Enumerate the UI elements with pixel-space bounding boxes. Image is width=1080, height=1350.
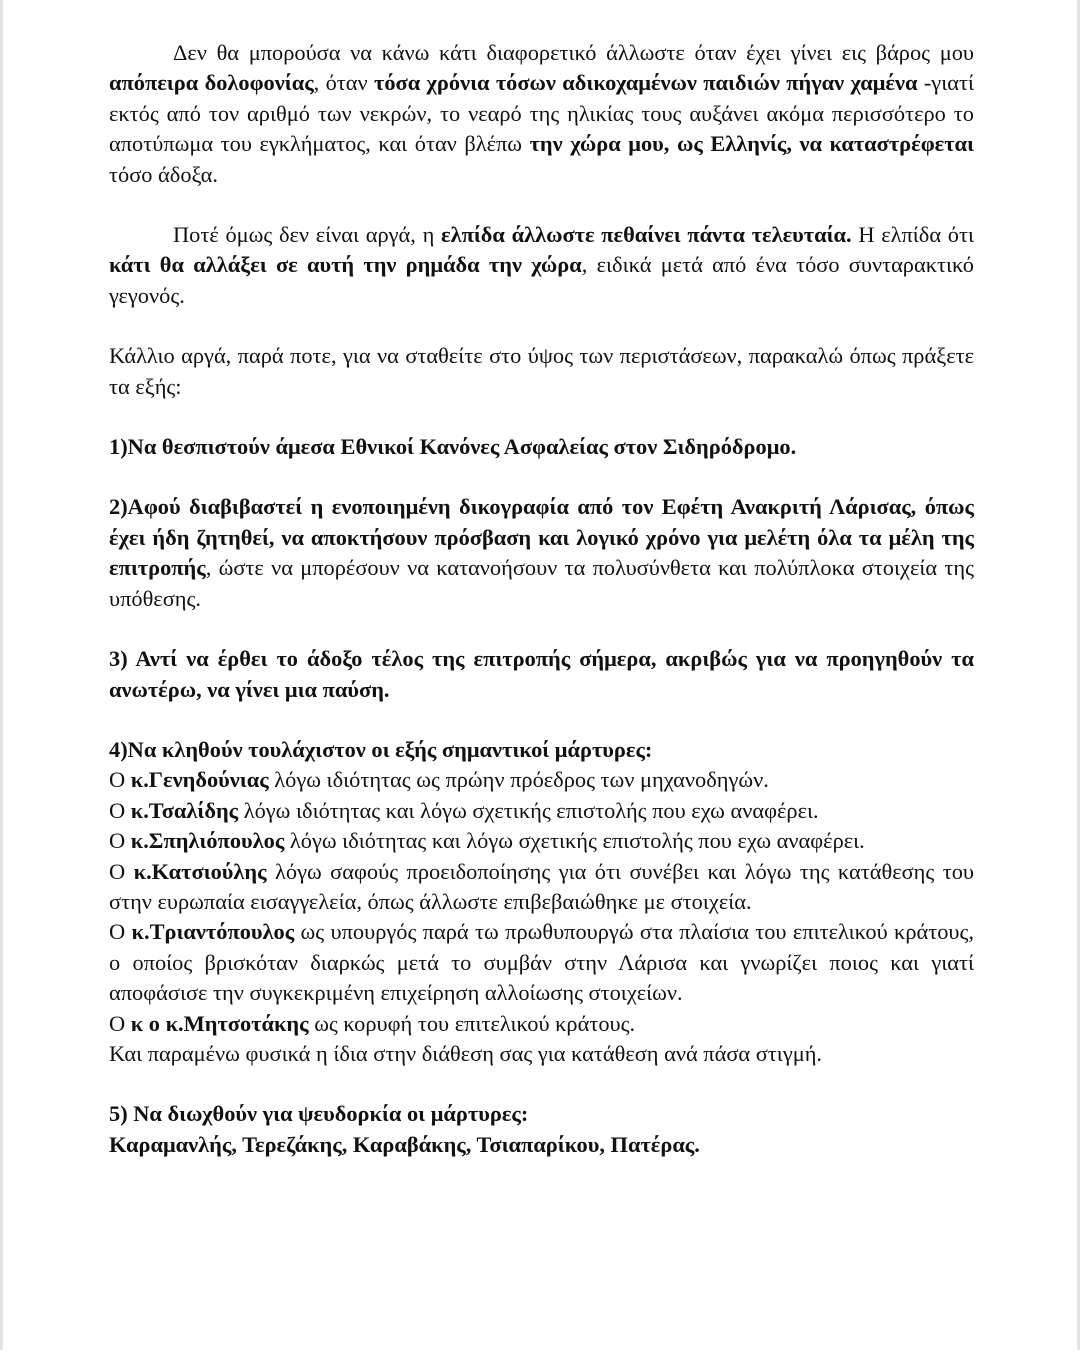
text: ως κορυφή του επιτελικού κράτους. (308, 1010, 636, 1036)
bold-text: Καραμανλής, Τερεζάκης, Καραβάκης, Τσιαπαρίκου, Πατέρας. (109, 1131, 700, 1157)
bold-text: κ.Σπηλιόπουλος (130, 828, 285, 854)
witness-line (109, 796, 974, 826)
paragraph-gap (109, 462, 974, 492)
text: , ειδικά μετά από ένα τόσο συνταρακτικό γεγονός. (109, 252, 974, 308)
witness-line (109, 857, 974, 918)
bold-text: 2)Αφού διαβιβαστεί η ενοποιημένη δικογραφία από τον Εφέτη Ανακριτή Λάρισας, όπως έχει ήδη ζητηθεί, να αποκτήσουν πρόσβαση και λογικό χρόνο για μελέτη όλα τα μέλη της επιτροπής (109, 494, 974, 581)
text: Ο (109, 858, 134, 884)
text: Ποτέ όμως δεν είναι αργά, η (173, 222, 442, 248)
bold-text: τόσα χρόνια τόσων αδικοχαμένων παιδιών πήγαν χαμένα (374, 70, 918, 96)
text: , όταν (313, 70, 374, 96)
bold-text: 4)Να κληθούν τουλάχιστον οι εξής σημαντικοί μάρτυρες: (109, 736, 653, 762)
bold-text: 5) Να διωχθούν για ψευδορκία οι μάρτυρες: (109, 1101, 529, 1127)
witness-line (109, 765, 974, 795)
bold-text: την χώρα μου, ως Ελληνίς, να καταστρέφεται (529, 131, 974, 157)
item-5-perjury-heading (109, 1099, 974, 1129)
bold-text: 1)Να θεσπιστούν άμεσα Εθνικοί Κανόνες Ασφαλείας στον Σιδηρόδρομο. (109, 434, 797, 460)
witness-line (109, 1009, 974, 1039)
text: Ο (109, 797, 131, 823)
paragraph-attempt (109, 38, 974, 190)
bold-text: κάτι θα αλλάξει σε αυτή την ρημάδα την χώρα (109, 252, 582, 278)
paragraph-gap (109, 190, 974, 220)
item-4-witnesses-heading (109, 735, 974, 765)
item-1-safety-rules (109, 432, 974, 462)
bold-text: 3) Αντί να έρθει το άδοξο τέλος της επιτροπής σήμερα, ακριβώς για να προηγηθούν τα ανωτέρω, να γίνει μια παύση. (109, 646, 974, 702)
bold-text: απόπειρα δολοφονίας (109, 70, 314, 96)
paragraph-gap (109, 614, 974, 644)
text: , ώστε να μπορέσουν να κατανοήσουν τα πολυσύνθετα και πολύπλοκα στοιχεία της υπόθεσης. (109, 555, 974, 611)
text: Ο (109, 828, 131, 854)
text: Ο (109, 1010, 131, 1036)
text: τόσο άδοξα. (109, 161, 219, 187)
bold-text: κ.Κατσιούλης (133, 858, 267, 884)
item-3-pause (109, 644, 974, 705)
paragraph-gap (109, 311, 974, 341)
paragraph-gap (109, 705, 974, 735)
paragraph-gap (109, 1069, 974, 1099)
text: Και παραμένω φυσικά η ίδια στην διάθεση σας για κατάθεση ανά πάσα στιγμή. (109, 1040, 823, 1066)
paragraph-gap (109, 402, 974, 432)
bold-text: ελπίδα άλλωστε πεθαίνει πάντα τελευταία. (441, 222, 852, 248)
text: Δεν θα μπορούσα να κάνω κάτι διαφορετικό άλλωστε όταν έχει γίνει εις βάρος μου (173, 40, 974, 65)
witness-line (109, 917, 974, 1008)
text: λόγω ιδιότητας ως πρώην πρόεδρος των μηχανοδηγών. (268, 767, 769, 793)
text: Ο (109, 767, 131, 793)
witness-line (109, 826, 974, 856)
text: λόγω ιδιότητας και λόγω σχετικής επιστολής που εχω αναφέρει. (238, 797, 819, 823)
bold-text: κ ο κ.Μητσοτάκης (130, 1010, 309, 1036)
paragraph-hope (109, 220, 974, 311)
document-page (109, 38, 974, 1160)
item-2-case-file (109, 492, 974, 614)
bold-text: κ.Τσαλίδης (130, 797, 239, 823)
availability-line (109, 1039, 974, 1069)
text: λόγω σαφούς προειδοποίησης για ότι συνέβει και λόγω της κατάθεσης του στην ευρωπαία εισαγγελεία, όπως άλλωστε επιβεβαιώθηκε με στοιχεία. (109, 858, 974, 914)
item-5-perjury-names (109, 1130, 974, 1160)
bold-text: κ.Γενηδούνιας (130, 767, 269, 793)
paragraph-request (109, 341, 974, 402)
text: ως υπουργός παρά τω πρωθυπουργώ στα πλαίσια του επιτελικού κράτους, ο οποίος βρισκόταν διαρκώς μετά το συμβάν στην Λάρισα και γνωρίζει ποιος και γιατί αποφάσισε την συγκεκριμένη επιχείρηση αλλοίωσης στοιχείων. (109, 919, 974, 1006)
text: Κάλλιο αργά, παρά ποτε, για να σταθείτε στο ύψος των περιστάσεων, παρακαλώ όπως πράξετε τα εξής: (109, 343, 974, 399)
text: λόγω ιδιότητας και λόγω σχετικής επιστολής που εχω αναφέρει. (284, 828, 865, 854)
text: Η ελπίδα ότι (851, 222, 974, 248)
text: -γιατί εκτός από τον αριθμό των νεκρών, το νεαρό της ηλικίας τους αυξάνει ακόμα περισσότερο το αποτύπωμα του εγκλήματος, και όταν βλέπω (109, 70, 974, 157)
bold-text: κ.Τριαντόπουλος (131, 919, 295, 945)
text: Ο (109, 919, 132, 945)
